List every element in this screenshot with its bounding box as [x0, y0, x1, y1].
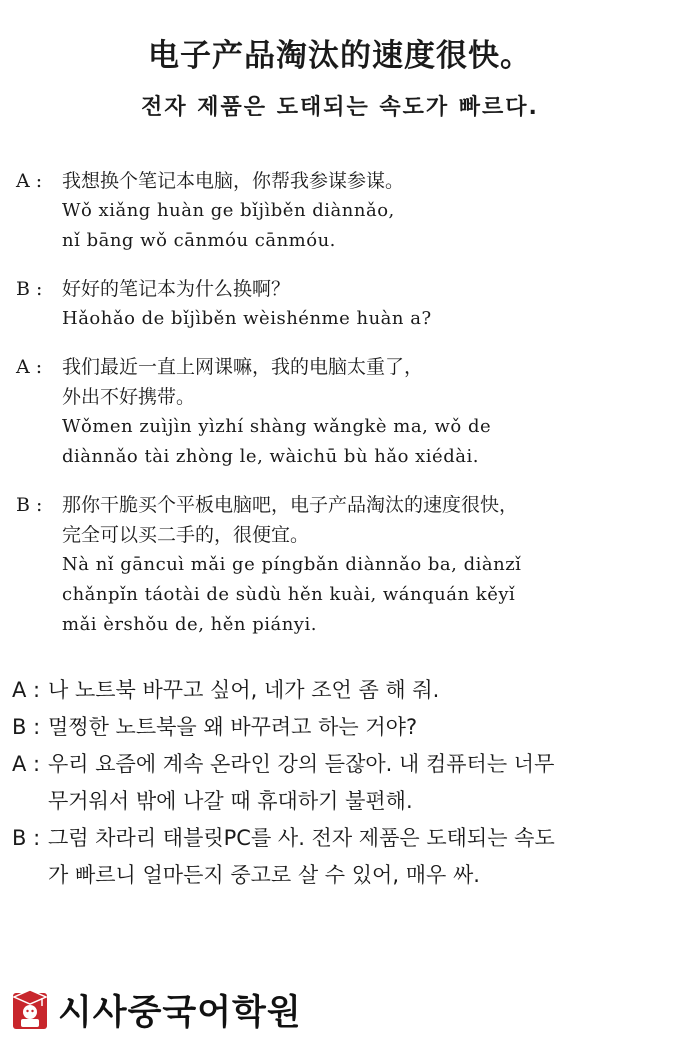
academy-logo: [12, 985, 302, 1035]
dialogue-turn: [16, 166, 666, 256]
pinyin-line: nǐ bāng wǒ cānmóu cānmóu.: [62, 230, 336, 251]
translation-line: 나 노트북 바꾸고 싶어, 네가 조언 좀 해 줘.: [48, 678, 440, 702]
translation-line: 무거워서 밖에 나갈 때 휴대하기 불편해.: [48, 789, 413, 813]
speaker-label: A :: [16, 170, 43, 192]
dialogue-turn: [16, 490, 666, 640]
translation-turn: [12, 709, 672, 746]
translation-turn: [12, 672, 672, 709]
speaker-label: A :: [16, 356, 43, 378]
translation-line: 가 빠르니 얼마든지 중고로 살 수 있어, 매우 싸.: [48, 863, 480, 887]
translation-turn: [12, 746, 672, 820]
pinyin-line: Hǎohǎo de bǐjìběn wèishénme huàn a?: [62, 308, 432, 329]
academy-emblem-icon: [12, 990, 48, 1030]
dialogue-turn: [16, 352, 666, 472]
speaker-label: B :: [12, 715, 41, 739]
pinyin-line: Nà nǐ gāncuì mǎi ge píngbǎn diànnǎo ba, diànzǐ: [62, 554, 522, 575]
chinese-dialogue: [16, 166, 666, 658]
chinese-line: 好好的笔记本为什么换啊？: [62, 278, 291, 300]
pinyin-line: mǎi èrshǒu de, hěn piányi.: [62, 614, 317, 635]
speaker-label: B :: [16, 278, 43, 300]
korean-translation: [12, 672, 672, 894]
chinese-line: 我们最近一直上网课嘛，我的电脑太重了，: [62, 356, 424, 378]
page-title: 电子产品淘汰的速度很快。: [148, 38, 532, 74]
translation-line: 멀쩡한 노트북을 왜 바꾸려고 하는 거야?: [48, 715, 418, 739]
chinese-line: 我想换个笔记本电脑，你帮我参谋参谋。: [62, 170, 405, 192]
translation-line: 우리 요즘에 계속 온라인 강의 듣잖아. 내 컴퓨터는 너무: [48, 752, 555, 776]
chinese-line: 那你干脆买个平板电脑吧，电子产品淘汰的速度很快，: [62, 494, 519, 516]
chinese-line: 完全可以买二手的，很便宜。: [62, 524, 310, 546]
pinyin-line: diànnǎo tài zhòng le, wàichū bù hǎo xiédài.: [62, 446, 479, 467]
pinyin-line: Wǒ xiǎng huàn ge bǐjìběn diànnǎo,: [62, 200, 395, 221]
chinese-line: 外出不好携带。: [62, 386, 196, 408]
dialogue-turn: [16, 274, 666, 334]
speaker-label: B :: [12, 826, 41, 850]
speaker-label: B :: [16, 494, 43, 516]
translation-turn: [12, 820, 672, 894]
translation-line: 그럼 차라리 태블릿PC를 사. 전자 제품은 도태되는 속도: [48, 826, 555, 850]
speaker-label: A :: [12, 752, 41, 776]
page-subtitle: 전자 제품은 도태되는 속도가 빠르다.: [141, 95, 539, 120]
academy-name: 시사중국어학원: [58, 993, 302, 1033]
speaker-label: A :: [12, 678, 41, 702]
pinyin-line: Wǒmen zuìjìn yìzhí shàng wǎngkè ma, wǒ de: [62, 416, 492, 437]
pinyin-line: chǎnpǐn táotài de sùdù hěn kuài, wánquán kěyǐ: [62, 584, 516, 605]
